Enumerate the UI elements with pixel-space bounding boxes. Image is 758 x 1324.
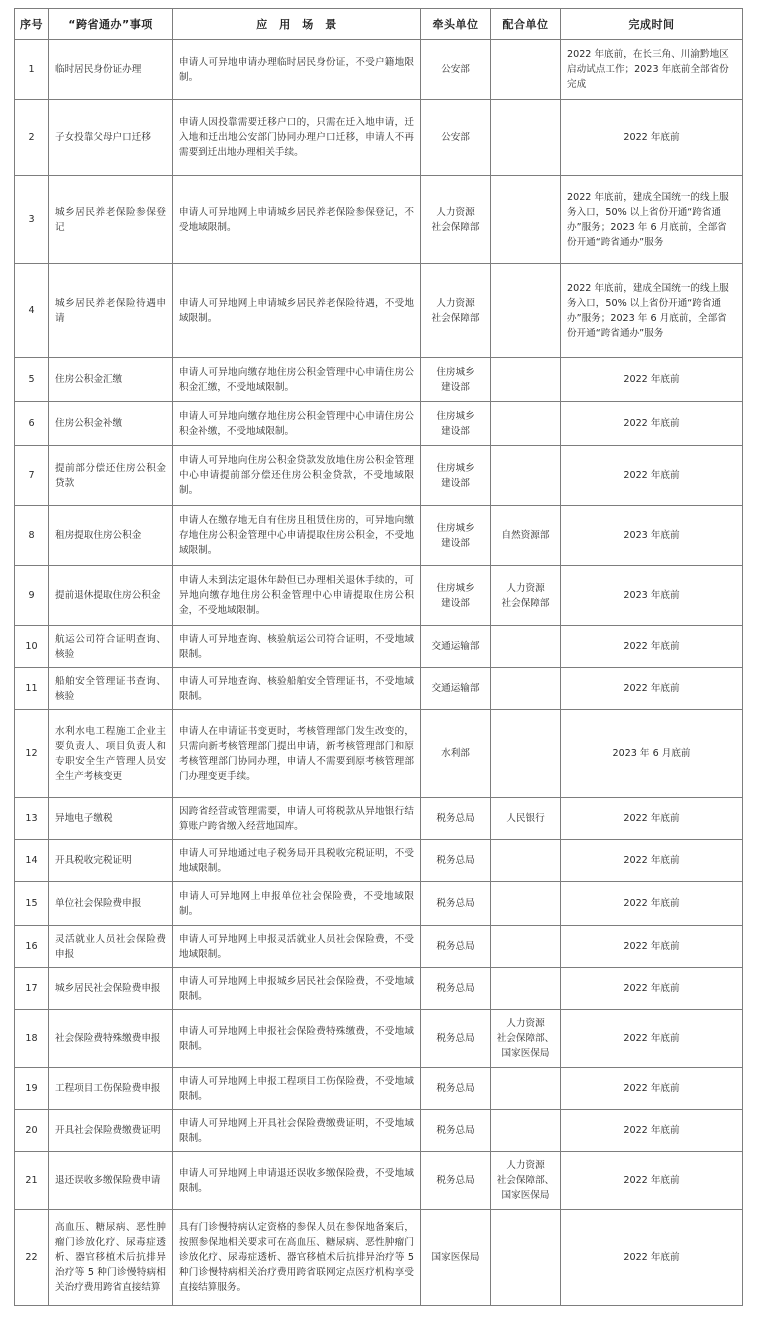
application-scene: 申请人在缴存地无自有住房且租赁住房的，可异地向缴存地住房公积金管理中心申请提取住房公积金，不受地域限制。: [173, 506, 421, 566]
completion-time: 2022 年底前: [561, 1068, 743, 1110]
table-row: [15, 176, 743, 264]
item-name: 开具社会保险费缴费证明: [49, 1110, 173, 1152]
completion-time: 2022 年底前: [561, 1010, 743, 1068]
completion-time: 2022 年底前: [561, 668, 743, 710]
cooperating-unit: [491, 402, 561, 446]
table-row: [15, 402, 743, 446]
header-item: “跨省通办”事项: [49, 9, 173, 40]
completion-time: 2023 年 6 月底前: [561, 710, 743, 798]
application-scene: 具有门诊慢特病认定资格的参保人员在参保地备案后，按照参保地相关要求可在高血压、糖尿病、恶性肿瘤门诊放化疗、尿毒症透析、器官移植术后抗排异治疗等 5 种门诊慢特病相关治疗费用跨省联网定点医疗机构享受直接结算服务。: [173, 1210, 421, 1306]
row-number: 11: [15, 668, 49, 710]
item-name: 子女投靠父母户口迁移: [49, 100, 173, 176]
item-name: 异地电子缴税: [49, 798, 173, 840]
cooperating-unit: 人力资源 社会保障部、 国家医保局: [491, 1152, 561, 1210]
table-row: [15, 882, 743, 926]
item-name: 单位社会保险费申报: [49, 882, 173, 926]
row-number: 3: [15, 176, 49, 264]
cooperating-unit: [491, 1210, 561, 1306]
table-row: [15, 100, 743, 176]
lead-unit: 公安部: [421, 100, 491, 176]
application-scene: 申请人可异地网上申报灵活就业人员社会保险费，不受地域限制。: [173, 926, 421, 968]
table-row: [15, 626, 743, 668]
row-number: 9: [15, 566, 49, 626]
item-name: 退还误收多缴保险费申请: [49, 1152, 173, 1210]
cooperating-unit: 人力资源 社会保障部: [491, 566, 561, 626]
row-number: 8: [15, 506, 49, 566]
table-row: [15, 566, 743, 626]
lead-unit: 住房城乡 建设部: [421, 402, 491, 446]
row-number: 22: [15, 1210, 49, 1306]
header-co-unit: 配合单位: [491, 9, 561, 40]
completion-time: 2022 年底前: [561, 798, 743, 840]
application-scene: 申请人可异地网上申请城乡居民养老保险待遇，不受地域限制。: [173, 264, 421, 358]
cooperating-unit: [491, 926, 561, 968]
completion-time: 2022 年底前: [561, 100, 743, 176]
item-name: 灵活就业人员社会保险费申报: [49, 926, 173, 968]
cooperating-unit: [491, 882, 561, 926]
item-name: 高血压、糖尿病、恶性肿瘤门诊放化疗、尿毒症透析、器官移植术后抗排异治疗等 5 种门诊慢特病相关治疗费用跨省直接结算: [49, 1210, 173, 1306]
table-row: [15, 1110, 743, 1152]
table-row: [15, 358, 743, 402]
lead-unit: 人力资源 社会保障部: [421, 264, 491, 358]
row-number: 20: [15, 1110, 49, 1152]
completion-time: 2022 年底前: [561, 882, 743, 926]
item-name: 住房公积金汇缴: [49, 358, 173, 402]
lead-unit: 水利部: [421, 710, 491, 798]
item-name: 船舶安全管理证书查询、核验: [49, 668, 173, 710]
lead-unit: 住房城乡 建设部: [421, 506, 491, 566]
application-scene: 申请人可异地向住房公积金贷款发放地住房公积金管理中心申请提前部分偿还住房公积金贷款，不受地域限制。: [173, 446, 421, 506]
completion-time: 2023 年底前: [561, 566, 743, 626]
application-scene: 申请人可异地向缴存地住房公积金管理中心申请住房公积金补缴，不受地域限制。: [173, 402, 421, 446]
cooperating-unit: [491, 1110, 561, 1152]
application-scene: 申请人可异地网上申报工程项目工伤保险费，不受地域限制。: [173, 1068, 421, 1110]
application-scene: 申请人可异地网上开具社会保险费缴费证明，不受地域限制。: [173, 1110, 421, 1152]
header-scene: 应 用 场 景: [173, 9, 421, 40]
table-header-row: [15, 9, 743, 40]
application-scene: 申请人未到法定退休年龄但已办理相关退休手续的，可异地向缴存地住房公积金管理中心申请提取住房公积金，不受地域限制。: [173, 566, 421, 626]
item-name: 社会保险费特殊缴费申报: [49, 1010, 173, 1068]
lead-unit: 税务总局: [421, 840, 491, 882]
item-name: 开具税收完税证明: [49, 840, 173, 882]
lead-unit: 交通运输部: [421, 626, 491, 668]
item-name: 住房公积金补缴: [49, 402, 173, 446]
item-name: 提前部分偿还住房公积金贷款: [49, 446, 173, 506]
cooperating-unit: [491, 1068, 561, 1110]
table-row: [15, 1010, 743, 1068]
lead-unit: 住房城乡 建设部: [421, 358, 491, 402]
row-number: 2: [15, 100, 49, 176]
row-number: 15: [15, 882, 49, 926]
table-row: [15, 1068, 743, 1110]
completion-time: 2023 年底前: [561, 506, 743, 566]
row-number: 6: [15, 402, 49, 446]
row-number: 16: [15, 926, 49, 968]
lead-unit: 公安部: [421, 40, 491, 100]
item-name: 水利水电工程施工企业主要负责人、项目负责人和专职安全生产管理人员安全生产考核变更: [49, 710, 173, 798]
application-scene: 申请人因投靠需要迁移户口的，只需在迁入地申请，迁入地和迁出地公安部门协同办理户口迁移，申请人不再需要到迁出地办理相关手续。: [173, 100, 421, 176]
item-name: 临时居民身份证办理: [49, 40, 173, 100]
lead-unit: 住房城乡 建设部: [421, 446, 491, 506]
completion-time: 2022 年底前，建成全国统一的线上服务入口，50% 以上省份开通“跨省通办”服务；2023 年 6 月底前，全部省份开通“跨省通办”服务: [561, 264, 743, 358]
table-row: [15, 926, 743, 968]
table-row: [15, 710, 743, 798]
row-number: 14: [15, 840, 49, 882]
lead-unit: 住房城乡 建设部: [421, 566, 491, 626]
application-scene: 申请人可异地网上申报城乡居民社会保险费，不受地域限制。: [173, 968, 421, 1010]
completion-time: 2022 年底前: [561, 1110, 743, 1152]
item-name: 航运公司符合证明查询、核验: [49, 626, 173, 668]
lead-unit: 税务总局: [421, 926, 491, 968]
header-time: 完成时间: [561, 9, 743, 40]
completion-time: 2022 年底前: [561, 926, 743, 968]
cooperating-unit: 人民银行: [491, 798, 561, 840]
cooperating-unit: [491, 968, 561, 1010]
row-number: 17: [15, 968, 49, 1010]
lead-unit: 交通运输部: [421, 668, 491, 710]
table-row: [15, 506, 743, 566]
cooperating-unit: [491, 40, 561, 100]
application-scene: 申请人可异地查询、核验船舶安全管理证书，不受地域限制。: [173, 668, 421, 710]
row-number: 21: [15, 1152, 49, 1210]
item-name: 城乡居民养老保险待遇申请: [49, 264, 173, 358]
table-row: [15, 798, 743, 840]
cooperating-unit: 人力资源 社会保障部、 国家医保局: [491, 1010, 561, 1068]
row-number: 18: [15, 1010, 49, 1068]
cooperating-unit: [491, 264, 561, 358]
completion-time: 2022 年底前: [561, 626, 743, 668]
lead-unit: 人力资源 社会保障部: [421, 176, 491, 264]
table-row: [15, 968, 743, 1010]
table-row: [15, 668, 743, 710]
completion-time: 2022 年底前: [561, 840, 743, 882]
completion-time: 2022 年底前: [561, 1210, 743, 1306]
row-number: 7: [15, 446, 49, 506]
completion-time: 2022 年底前: [561, 402, 743, 446]
application-scene: 申请人可异地申请办理临时居民身份证，不受户籍地限制。: [173, 40, 421, 100]
cooperating-unit: 自然资源部: [491, 506, 561, 566]
cooperating-unit: [491, 176, 561, 264]
lead-unit: 税务总局: [421, 968, 491, 1010]
row-number: 13: [15, 798, 49, 840]
table-row: [15, 840, 743, 882]
row-number: 19: [15, 1068, 49, 1110]
lead-unit: 税务总局: [421, 798, 491, 840]
table-row: [15, 264, 743, 358]
row-number: 12: [15, 710, 49, 798]
completion-time: 2022 年底前，建成全国统一的线上服务入口，50% 以上省份开通“跨省通办”服务；2023 年 6 月底前，全部省份开通“跨省通办”服务: [561, 176, 743, 264]
application-scene: 申请人可异地网上申请退还误收多缴保险费，不受地域限制。: [173, 1152, 421, 1210]
row-number: 4: [15, 264, 49, 358]
item-name: 城乡居民社会保险费申报: [49, 968, 173, 1010]
main-table: [14, 8, 743, 1306]
row-number: 5: [15, 358, 49, 402]
lead-unit: 税务总局: [421, 1010, 491, 1068]
item-name: 城乡居民养老保险参保登记: [49, 176, 173, 264]
cooperating-unit: [491, 626, 561, 668]
row-number: 1: [15, 40, 49, 100]
row-number: 10: [15, 626, 49, 668]
application-scene: 申请人可异地网上申报单位社会保险费，不受地域限制。: [173, 882, 421, 926]
lead-unit: 税务总局: [421, 1152, 491, 1210]
lead-unit: 税务总局: [421, 1068, 491, 1110]
lead-unit: 国家医保局: [421, 1210, 491, 1306]
completion-time: 2022 年底前: [561, 358, 743, 402]
cooperating-unit: [491, 840, 561, 882]
application-scene: 申请人可异地网上申请城乡居民养老保险参保登记，不受地域限制。: [173, 176, 421, 264]
completion-time: 2022 年底前: [561, 1152, 743, 1210]
application-scene: 申请人可异地通过电子税务局开具税收完税证明，不受地域限制。: [173, 840, 421, 882]
completion-time: 2022 年底前，在长三角、川渝黔地区启动试点工作；2023 年底前全部省份完成: [561, 40, 743, 100]
item-name: 提前退休提取住房公积金: [49, 566, 173, 626]
cooperating-unit: [491, 710, 561, 798]
completion-time: 2022 年底前: [561, 446, 743, 506]
item-name: 工程项目工伤保险费申报: [49, 1068, 173, 1110]
table-row: [15, 446, 743, 506]
header-lead-unit: 牵头单位: [421, 9, 491, 40]
application-scene: 申请人可异地向缴存地住房公积金管理中心申请住房公积金汇缴，不受地域限制。: [173, 358, 421, 402]
application-scene: 申请人可异地查询、核验航运公司符合证明，不受地域限制。: [173, 626, 421, 668]
table-row: [15, 1210, 743, 1306]
table-row: [15, 1152, 743, 1210]
completion-time: 2022 年底前: [561, 968, 743, 1010]
cooperating-unit: [491, 668, 561, 710]
lead-unit: 税务总局: [421, 1110, 491, 1152]
application-scene: 因跨省经营或管理需要，申请人可将税款从异地银行结算账户跨省缴入经营地国库。: [173, 798, 421, 840]
application-scene: 申请人在申请证书变更时，考核管理部门发生改变的，只需向新考核管理部门提出申请，新考核管理部门和原考核管理部门协同办理，申请人不需要到原考核管理部门办理变更手续。: [173, 710, 421, 798]
cooperating-unit: [491, 358, 561, 402]
table-row: [15, 40, 743, 100]
application-scene: 申请人可异地网上申报社会保险费特殊缴费，不受地域限制。: [173, 1010, 421, 1068]
lead-unit: 税务总局: [421, 882, 491, 926]
cooperating-unit: [491, 446, 561, 506]
cooperating-unit: [491, 100, 561, 176]
header-no: 序号: [15, 9, 49, 40]
item-name: 租房提取住房公积金: [49, 506, 173, 566]
